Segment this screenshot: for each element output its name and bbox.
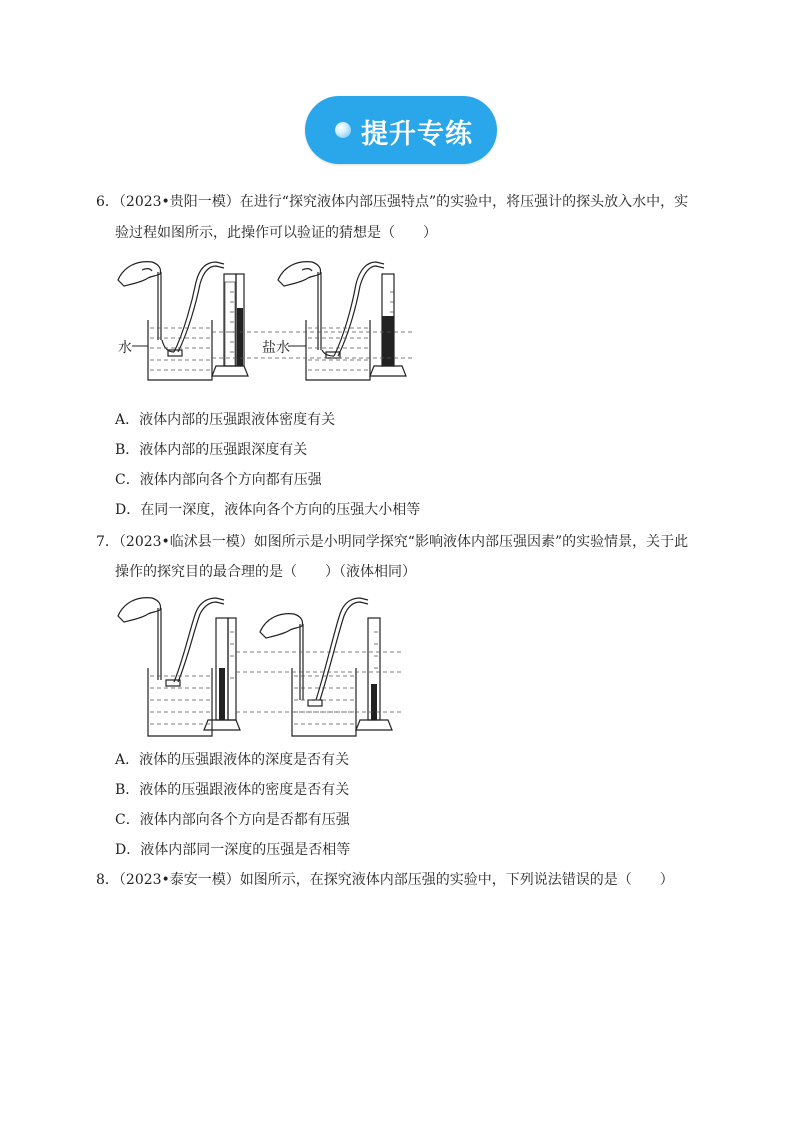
question-7-option-d[interactable]: D．液体内部同一深度的压强是否相等 <box>115 842 351 858</box>
section-banner <box>305 96 497 164</box>
question-6-option-d[interactable]: D．在同一深度，液体向各个方向的压强大小相等 <box>115 502 421 518</box>
water-label: 水 <box>118 340 132 356</box>
bullet-dot-icon <box>335 122 351 138</box>
question-7-option-b[interactable]: B．液体的压强跟液体的密度是否有关 <box>115 782 350 798</box>
question-6-line-1: 6．（2023•贵阳一模）在进行“探究液体内部压强特点”的实验中，将压强计的探头放入水中，实 <box>96 194 689 210</box>
question-6-figure <box>112 252 412 384</box>
question-6-line-2: 验过程如图所示，此操作可以验证的猜想是（ ） <box>115 225 437 241</box>
question-7-option-a[interactable]: A．液体的压强跟液体的深度是否有关 <box>115 752 350 768</box>
question-6-option-c[interactable]: C．液体内部向各个方向都有压强 <box>115 472 322 488</box>
question-8-line-1: 8．（2023•泰安一模）如图所示，在探究液体内部压强的实验中，下列说法错误的是（ ） <box>96 872 674 888</box>
question-7-option-c[interactable]: C．液体内部向各个方向是否都有压强 <box>115 812 350 828</box>
saltwater-label: 盐水 <box>262 340 290 356</box>
question-7-figure <box>112 588 402 740</box>
banner-title: 提升专练 <box>361 119 473 150</box>
question-6-option-b[interactable]: B．液体内部的压强跟深度有关 <box>115 442 308 458</box>
question-6-option-a[interactable]: A．液体内部的压强跟液体密度有关 <box>115 412 336 428</box>
question-7-line-1: 7．（2023•临沭县一模）如图所示是小明同学探究“影响液体内部压强因素”的实验情景，关于此 <box>96 534 689 550</box>
question-7-line-2: 操作的探究目的最合理的是（ ）（液体相同） <box>115 564 416 580</box>
